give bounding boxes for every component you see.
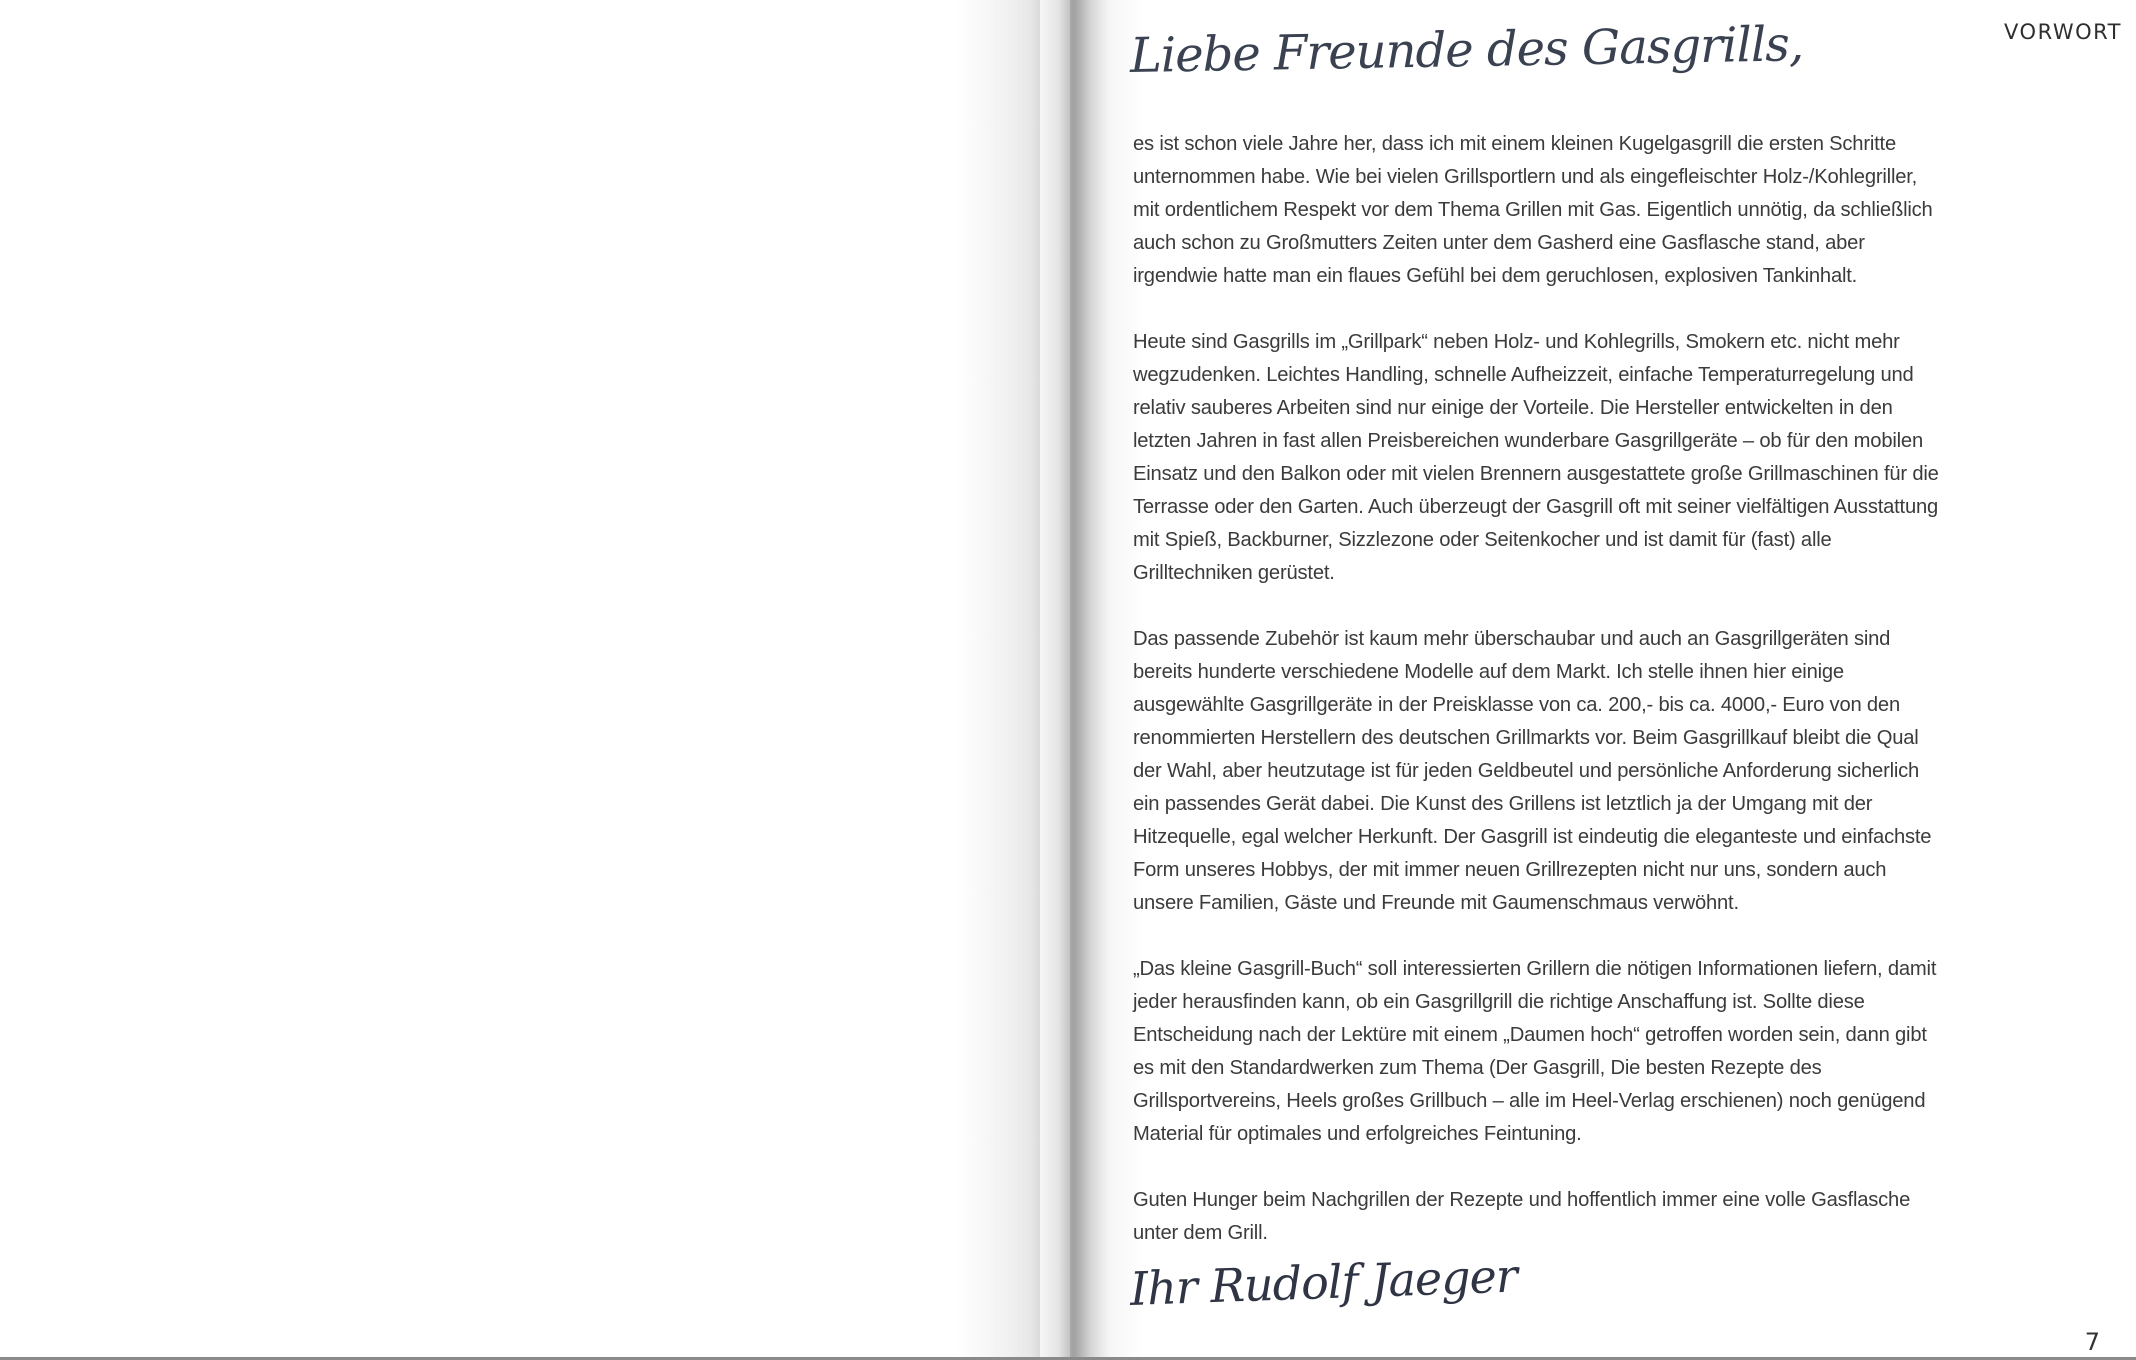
page-number: 7 [2084,1328,2100,1356]
author-signature: Ihr Rudolf Jaeger [1129,1248,1518,1316]
paragraph-2: Heute sind Gasgrills im „Grillpark“ neben Holz- und Kohlegrills, Smokern etc. nicht mehr wegzudenken. Leichtes Handling, schnelle Aufheizzeit, einfache Temperaturregelung und relativ sauberes Arbeiten sind nur einige der Vorteile. Die Hersteller entwickelten in den letzten Jahren in fast allen Preisbereichen wunderbare Gasgrillgeräte – ob für den mobilen Einsatz und den Balkon oder mit vielen Brennern ausgestattete große Grillmaschinen für die Terrasse oder den Garten. Auch überzeugt der Gasgrill oft mit seiner vielfältigen Ausstattung mit Spieß, Backburner, Sizzlezone oder Seitenkocher und ist damit für (fast) alle Grilltechniken gerüstet. [1133,331,1939,584]
paragraph-5: Guten Hunger beim Nachgrillen der Rezepte und hoffentlich immer eine volle Gasflasche unter dem Grill. [1133,1189,1911,1244]
greeting-heading: Liebe Freunde des Gasgrills, [1129,16,1804,84]
section-label: VORWORT [2004,20,2122,44]
paragraph-1: es ist schon viele Jahre her, dass ich mit einem kleinen Kugelgasgrill die ersten Schritte unternommen habe. Wie bei vielen Grillsportlern und als eingefleischter Holz-/Kohlegriller, mit ordentlichem Respekt vor dem Thema Grillen mit Gas. Eigentlich unnötig, da schließlich auch schon zu Großmutters Zeiten unter dem Gasherd eine Gasflasche stand, aber irgendwie hatte man ein flaues Gefühl bei dem geruchlosen, explosiven Tankinhalt. [1133,133,1933,287]
book-gutter-shadow [1030,0,1110,1360]
paragraph-3: Das passende Zubehör ist kaum mehr überschaubar und auch an Gasgrillgeräten sind bereits hunderte verschiedene Modelle auf dem Markt. Ich stelle ihnen hier einige ausgewählte Gasgrillgeräte in der Preisklasse von ca. 200,- bis ca. 4000,- Euro von den renommierten Herstellern des deutschen Grillmarkts vor. Beim Gasgrillkauf bleibt die Qual der Wahl, aber heutzutage ist für jeden Geldbeutel und persönliche Anforderung sicherlich ein passendes Gerät dabei. Die Kunst des Grillens ist letztlich ja der Umgang mit der Hitzequelle, egal welcher Herkunft. Der Gasgrill ist eindeutig die eleganteste und einfachste Form unseres Hobbys, der mit immer neuen Grillrezepten nicht nur uns, sondern auch unsere Familien, Gäste und Freunde mit Gaumenschmaus verwöhnt. [1133,628,1932,914]
paragraph-4: „Das kleine Gasgrill-Buch“ soll interessierten Grillern die nötigen Informationen liefern, damit jeder herausfinden kann, ob ein Gasgrillgrill die richtige Anschaffung ist. Sollte diese Entscheidung nach der Lektüre mit einem „Daumen hoch“ getroffen worden sein, dann gibt es mit den Standardwerken zum Thema (Der Gasgrill, Die besten Rezepte des Grillsportvereins, Heels großes Grillbuch – alle im Heel-Verlag erschienen) noch genügend Material für optimales und erfolgreiches Feintuning. [1133,958,1937,1145]
left-page-blank [0,0,1040,1360]
body-text [1133,128,1943,1283]
